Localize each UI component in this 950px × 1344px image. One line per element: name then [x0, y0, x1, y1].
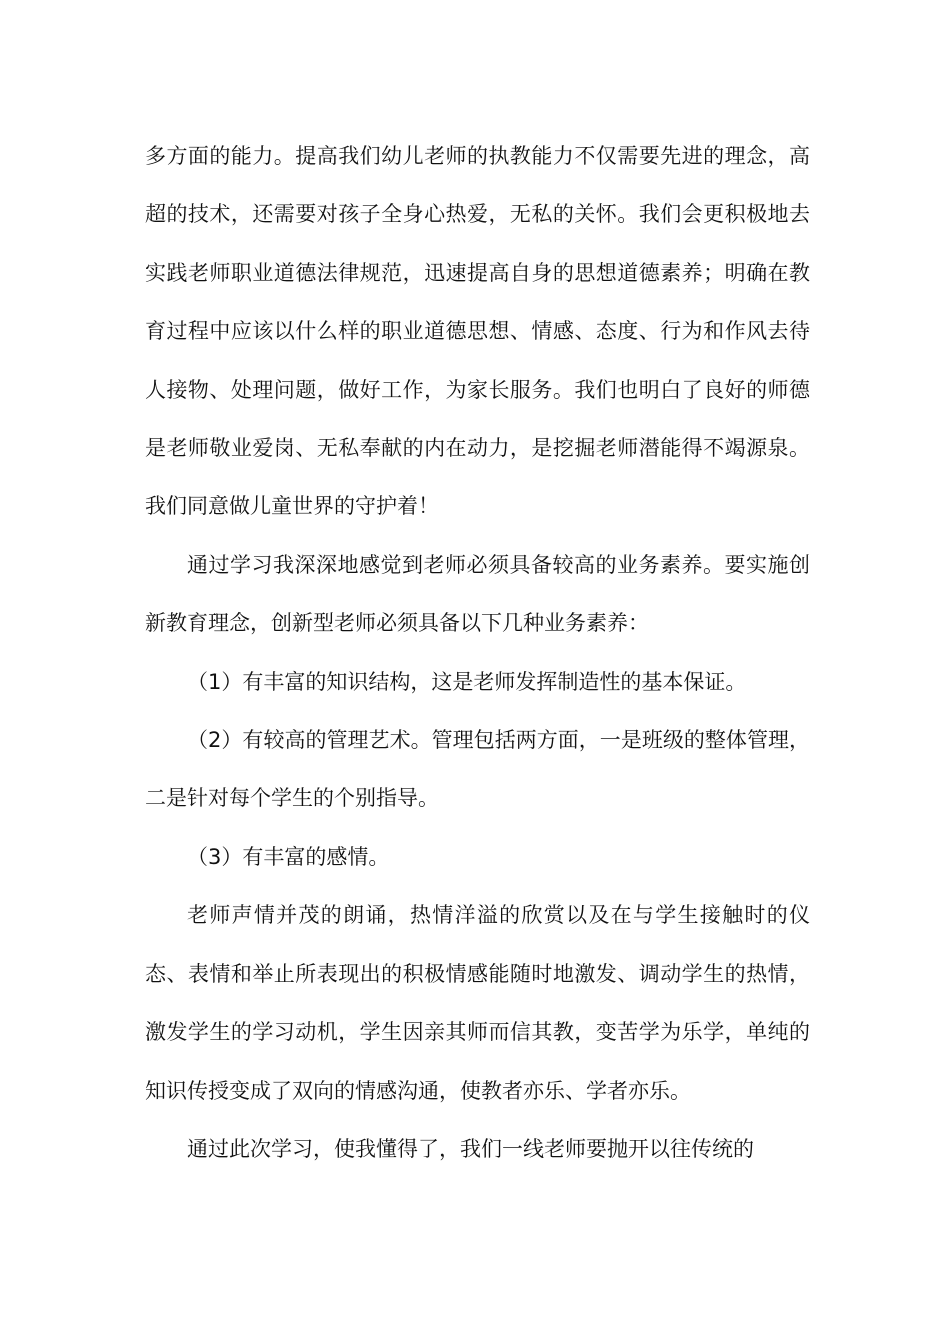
list-item-paragraph: （3）有丰富的感情。 — [187, 844, 390, 869]
paragraph-continued: 多方面的能力。提高我们幼儿老师的执教能力不仅需要先进的理念，高超的技术，还需要对孩子全身心热爱，无私的关怀。我们会更积极地去实践老师职业道德法律规范，迅速提高自身的思想道德素养；明确在教育过程中应该以什么样的职业道德思想、情感、态度、行为和作风去待人接物、处理问题，做好工作，为家长服务。我们也明白了良好的师德是老师敬业爱岗、无私奉献的内在动力，是挖掘老师潜能得不竭源泉。我们同意做儿童世界的守护着！ — [145, 144, 810, 519]
paragraph: 老师声情并茂的朗诵，热情洋溢的欣赏以及在与学生接触时的仪态、表情和举止所表现出的积极情感能随时地激发、调动学生的热情，激发学生的学习动机，学生因亲其师而信其教，变苦学为乐学，单纯的知识传授变成了双向的情感沟通，使教者亦乐、学者亦乐。 — [145, 903, 810, 1103]
paragraph: 通过学习我深深地感觉到老师必须具备较高的业务素养。要实施创新教育理念，创新型老师必须具备以下几种业务素养： — [145, 552, 810, 636]
document-body — [145, 127, 810, 1178]
paragraph: 通过此次学习，使我懂得了，我们一线老师要抛开以往传统的 — [187, 1136, 754, 1161]
list-item-paragraph: （2）有较高的管理艺术。管理包括两方面，一是班级的整体管理，二是针对每个学生的个别指导。 — [145, 728, 810, 811]
list-item-paragraph: （1）有丰富的知识结构，这是老师发挥制造性的基本保证。 — [187, 669, 747, 694]
